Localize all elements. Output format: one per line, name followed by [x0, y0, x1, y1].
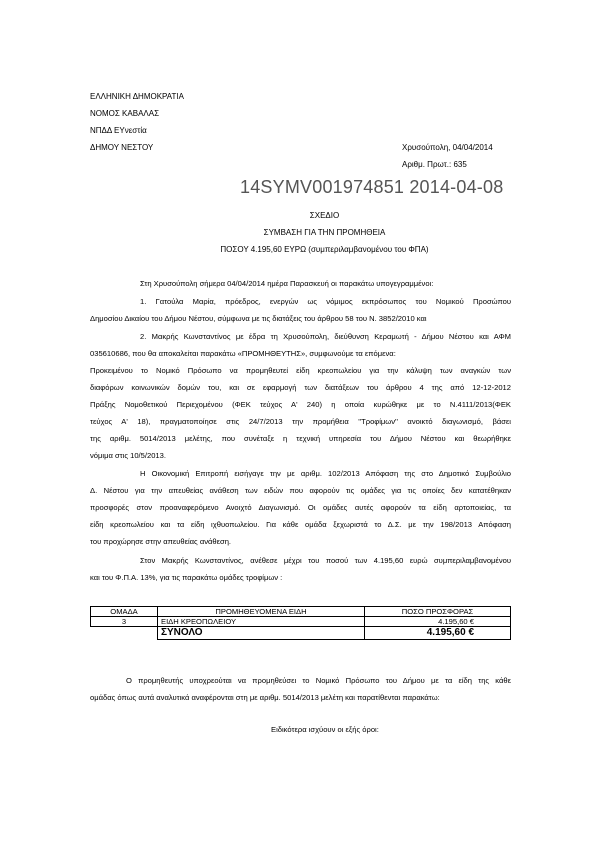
purpose-line1: Προκειμένου το Νομικό Πρόσωπο να προμηθευτεί είδη κρεοπωλείου για την κάλυψη των αναγκών των — [90, 366, 511, 375]
purpose-line4: τεύχος Α' 18), πραγματοποίησε στις 24/7/2013 την προμήθεια ''Τροφίμων'' ανοικτό διαγωνισμό, βάσει — [90, 417, 511, 426]
purpose-line3: Πράξης Νομοθετικού Περιεχομένου (ΦΕΚ τεύχος Α' 240) η οποία κυρώθηκε με το Ν.4111/2013(ΦΕΚ — [90, 400, 511, 409]
cell-item: ΕΙΔΗ ΚΡΕΟΠΩΛΕΙΟΥ — [158, 617, 365, 627]
committee-line3: προσφορές στον προαναφερόμενο Ανοιχτό Διαγωνισμό. Οι ομάδες αυτές αφορούν τα είδη αρτοποιείας, τα — [90, 503, 511, 512]
offer-table — [90, 606, 511, 640]
total-label: ΣΥΝΟΛΟ — [158, 627, 365, 640]
table-total-row — [91, 627, 511, 640]
committee-line2: Δ. Νέστου για την απευθείας ανάθεση των ειδών που αφορούν τις ομάδες για τις οποίες δεν κατατέθηκαν — [90, 486, 511, 495]
award-line2: και του Φ.Π.Α. 13%, για τις παρακάτω ομάδες τροφίμων : — [90, 573, 283, 582]
committee-line4: είδη κρεοπωλείου και τα είδη ιχθυοπωλείου. Για κάθε ομάδα ξεχωριστά το Δ.Σ. με την 198/2013 Απόφαση — [90, 520, 511, 529]
ada-identifier: 14SYMV001974851 2014-04-08 — [240, 177, 504, 197]
place-date: Χρυσούπολη, 04/04/2014 — [402, 143, 493, 152]
title-amount: ΠΟΣΟΥ 4.195,60 ΕΥΡΩ (συμπεριλαμβανομένου του ΦΠΑ) — [220, 245, 429, 254]
purpose-line5: της αριθμ. 5014/2013 μελέτης, που συνέταξε η τεχνική υπηρεσία του Δήμου Νέστου και θεωρήθηκε — [90, 434, 511, 443]
party1-line2: Δημοσίου Δικαίου του Δήμου Νέστου, σύμφωνα με τις διατάξεις του άρθρου 58 του Ν. 3852/2010 και — [90, 314, 427, 323]
total-amount: 4.195,60 € — [365, 627, 511, 640]
committee-line5: του προχώρησε στην απευθείας ανάθεση. — [90, 537, 232, 546]
header-line-republic: ΕΛΛΗΝΙΚΗ ΔΗΜΟΚΡΑΤΙΑ — [90, 92, 184, 101]
cell-group: 3 — [91, 617, 158, 627]
terms-heading: Ειδικότερα ισχύουν οι εξής όροι: — [271, 725, 379, 734]
header-line-prefecture: ΝΟΜΟΣ ΚΑΒΑΛΑΣ — [90, 109, 160, 118]
header-line-entity: ΝΠΔΔ ΕΥνεστία — [90, 126, 147, 135]
title-draft: ΣΧΕΔΙΟ — [309, 211, 340, 220]
cell-amount: 4.195,60 € — [365, 617, 511, 627]
party1-line1: 1. Γατούλα Μαρία, πρόεδρος, ενεργών ως νόμιμος εκπρόσωπος του Νομικού Προσώπου — [140, 297, 511, 306]
purpose-line6: νόμιμα στις 10/5/2013. — [90, 451, 166, 460]
party2-line2: 035610686, που θα αποκαλείται παρακάτω «ΠΡΟΜΗΘΕΥΤΗΣ», συμφωνούμε τα επόμενα: — [90, 349, 396, 358]
header-line-municipality: ΔΗΜΟΥ ΝΕΣΤΟΥ — [90, 143, 154, 152]
award-line1: Στον Μακρής Κωνσταντίνος, ανέθεσε μέχρι του ποσού των 4.195,60 ευρώ συμπεριλαμβανομένου — [140, 556, 511, 565]
table-header-row — [91, 607, 511, 617]
intro-line: Στη Χρυσούπολη σήμερα 04/04/2014 ημέρα Παρασκευή οι παρακάτω υπογεγραμμένοι: — [140, 279, 434, 288]
party2-line1: 2. Μακρής Κωνσταντίνος με έδρα τη Χρυσούπολη, διεύθυνση Κεραμωτή - Δήμου Νέστου και ΑΦΜ — [140, 332, 511, 341]
column-header-group: ΟΜΑΔΑ — [91, 607, 158, 617]
obligation-line1: Ο προμηθευτής υποχρεούται να προμηθεύσει το Νομικό Πρόσωπο του Δήμου με τα είδη της κάθε — [126, 676, 511, 685]
obligation-line2: ομάδας όπως αυτά αναλυτικά αναφέρονται στη με αριθμ. 5014/2013 μελέτη και παρατίθενται παρακάτω: — [90, 693, 440, 702]
committee-line1: Η Οικονομική Επιτροπή εισήγαγε την με αριθμ. 102/2013 Απόφαση της στο Δημοτικό Συμβούλιο — [140, 469, 511, 478]
cell-empty — [91, 627, 158, 640]
title-contract: ΣΥΜΒΑΣΗ ΓΙΑ ΤΗΝ ΠΡΟΜΗΘΕΙΑ — [263, 228, 386, 237]
column-header-items: ΠΡΟΜΗΘΕΥΟΜΕΝΑ ΕΙΔΗ — [158, 607, 365, 617]
purpose-line2: διαφόρων κοινωνικών δομών του, και σε εφαρμογή των διατάξεων του άρθρου 4 της από 12-12-2012 — [90, 383, 511, 392]
table-row — [91, 617, 511, 627]
protocol-number: Αριθμ. Πρωτ.: 635 — [402, 160, 467, 169]
column-header-amount: ΠΟΣΟ ΠΡΟΣΦΟΡΑΣ — [365, 607, 511, 617]
